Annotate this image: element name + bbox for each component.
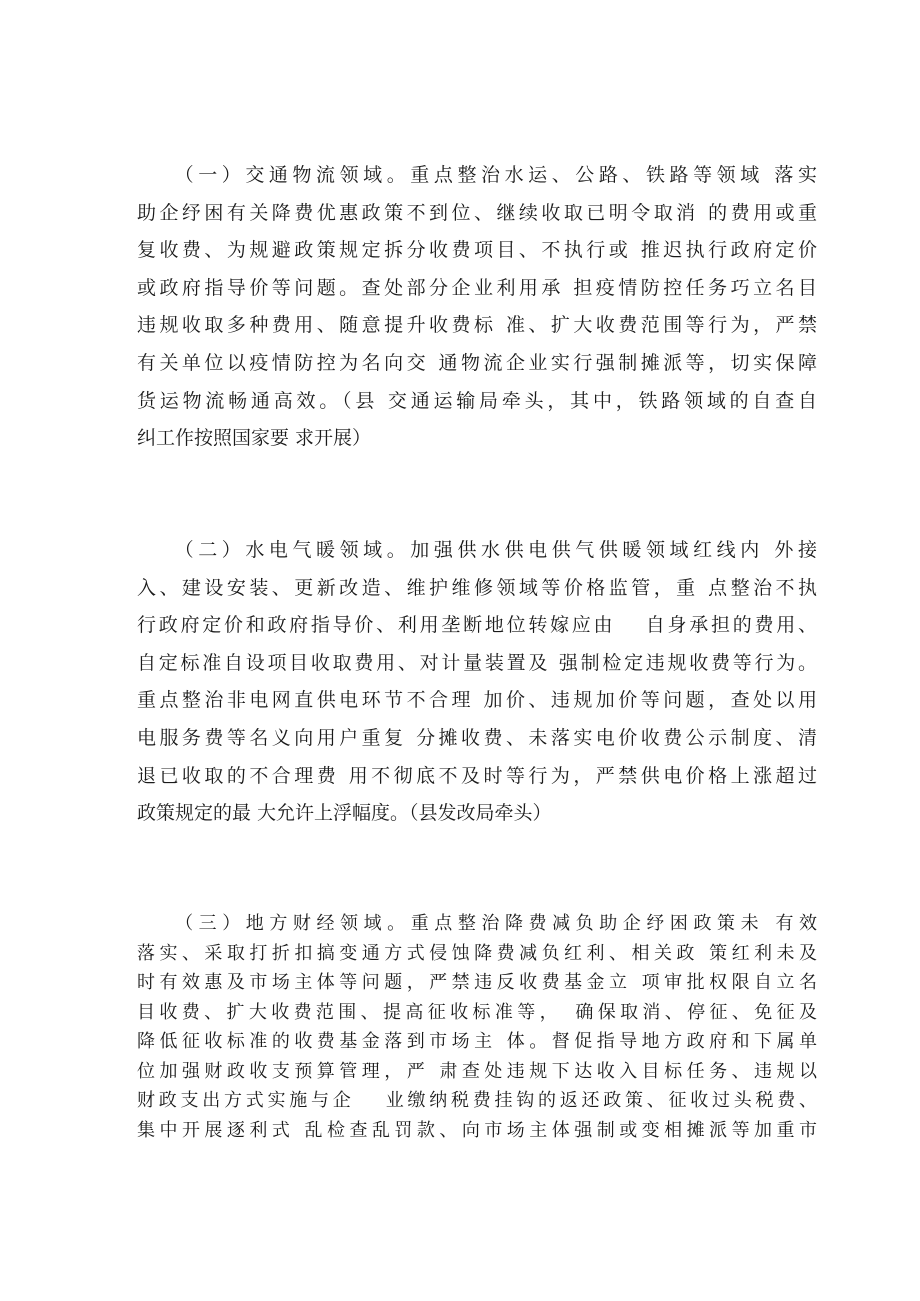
text-line: 货运物流畅通高效。（县 交通运输局牵头，其中，铁路领域的自查自 (137, 389, 817, 412)
text-line: 集中开展逐利式 乱检查乱罚款、向市场主体强制或变相摊派等加重市 (137, 1119, 817, 1141)
text-line: 目收费、扩大收费范围、提高征收标准等， 确保取消、停征、免征及 (137, 1001, 817, 1023)
text-line: 助企纾困有关降费优惠政策不到位、继续收取已明令取消 的费用或重 (137, 201, 817, 224)
text-line: 或政府指导价等问题。查处部分企业利用承 担疫情防控任务巧立名目 (137, 276, 817, 299)
text-line: 落实、采取打折扣搞变通方式侵蚀降费减负红利、相关政 策红利未及 (137, 942, 817, 964)
text-line: （一）交通物流领域。重点整治水运、公路、铁路等领域 落实 (137, 164, 817, 186)
text-line: 退已收取的不合理费 用不彻底不及时等行为，严禁供电价格上涨超过 (137, 764, 817, 787)
text-line: 复收费、为规避政策规定拆分收费项目、不执行或 推迟执行政府定价 (137, 239, 817, 262)
text-line: 降低征收标准的收费基金落到市场主 体。督促指导地方政府和下属单 (137, 1031, 817, 1052)
text-line: 时有效惠及市场主体等问题，严禁违反收费基金立 项审批权限自立名 (137, 972, 817, 993)
text-line: 违规收取多种费用、随意提升收费标 准、扩大收费范围等行为，严禁 (137, 314, 817, 337)
text-line: 位加强财政收支预算管理，严 肃查处违规下达收入目标任务、违规以 (137, 1060, 817, 1082)
text-line: （二）水电气暖领域。加强供水供电供气供暖领域红线内 外接 (137, 539, 817, 561)
text-line: 纠工作按照国家要 求开展） (137, 427, 372, 450)
text-line: 有关单位以疫情防控为名向交 通物流企业实行强制摊派等，切实保障 (137, 351, 817, 374)
paragraph-transport-logistics (137, 157, 817, 458)
text-line: （三）地方财经领域。重点整治降费减负助企纾困政策未 有效 (137, 913, 817, 934)
text-line: 财政支出方式实施与企 业缴纳税费挂钩的返还政策、征收过头税费、 (137, 1090, 817, 1111)
text-line: 行政府定价和政府指导价、利用垄断地位转嫁应由 自身承担的费用、 (137, 614, 817, 637)
text-line: 重点整治非电网直供电环节不合理 加价、违规加价等问题，查处以用 (137, 689, 817, 712)
text-line: 电服务费等名义向用户重复 分摊收费、未落实电价收费公示制度、清 (137, 726, 817, 749)
text-line: 自定标准自设项目收取费用、对计量装置及 强制检定违规收费等行为。 (137, 651, 817, 674)
text-line: 入、建设安装、更新改造、维护维修领域等价格监管，重 点整治不执 (137, 576, 817, 599)
paragraph-local-finance (137, 909, 817, 1145)
paragraph-utilities (137, 532, 817, 833)
text-line: 政策规定的最 大允许上浮幅度。（县发改局牵头） (137, 802, 552, 825)
